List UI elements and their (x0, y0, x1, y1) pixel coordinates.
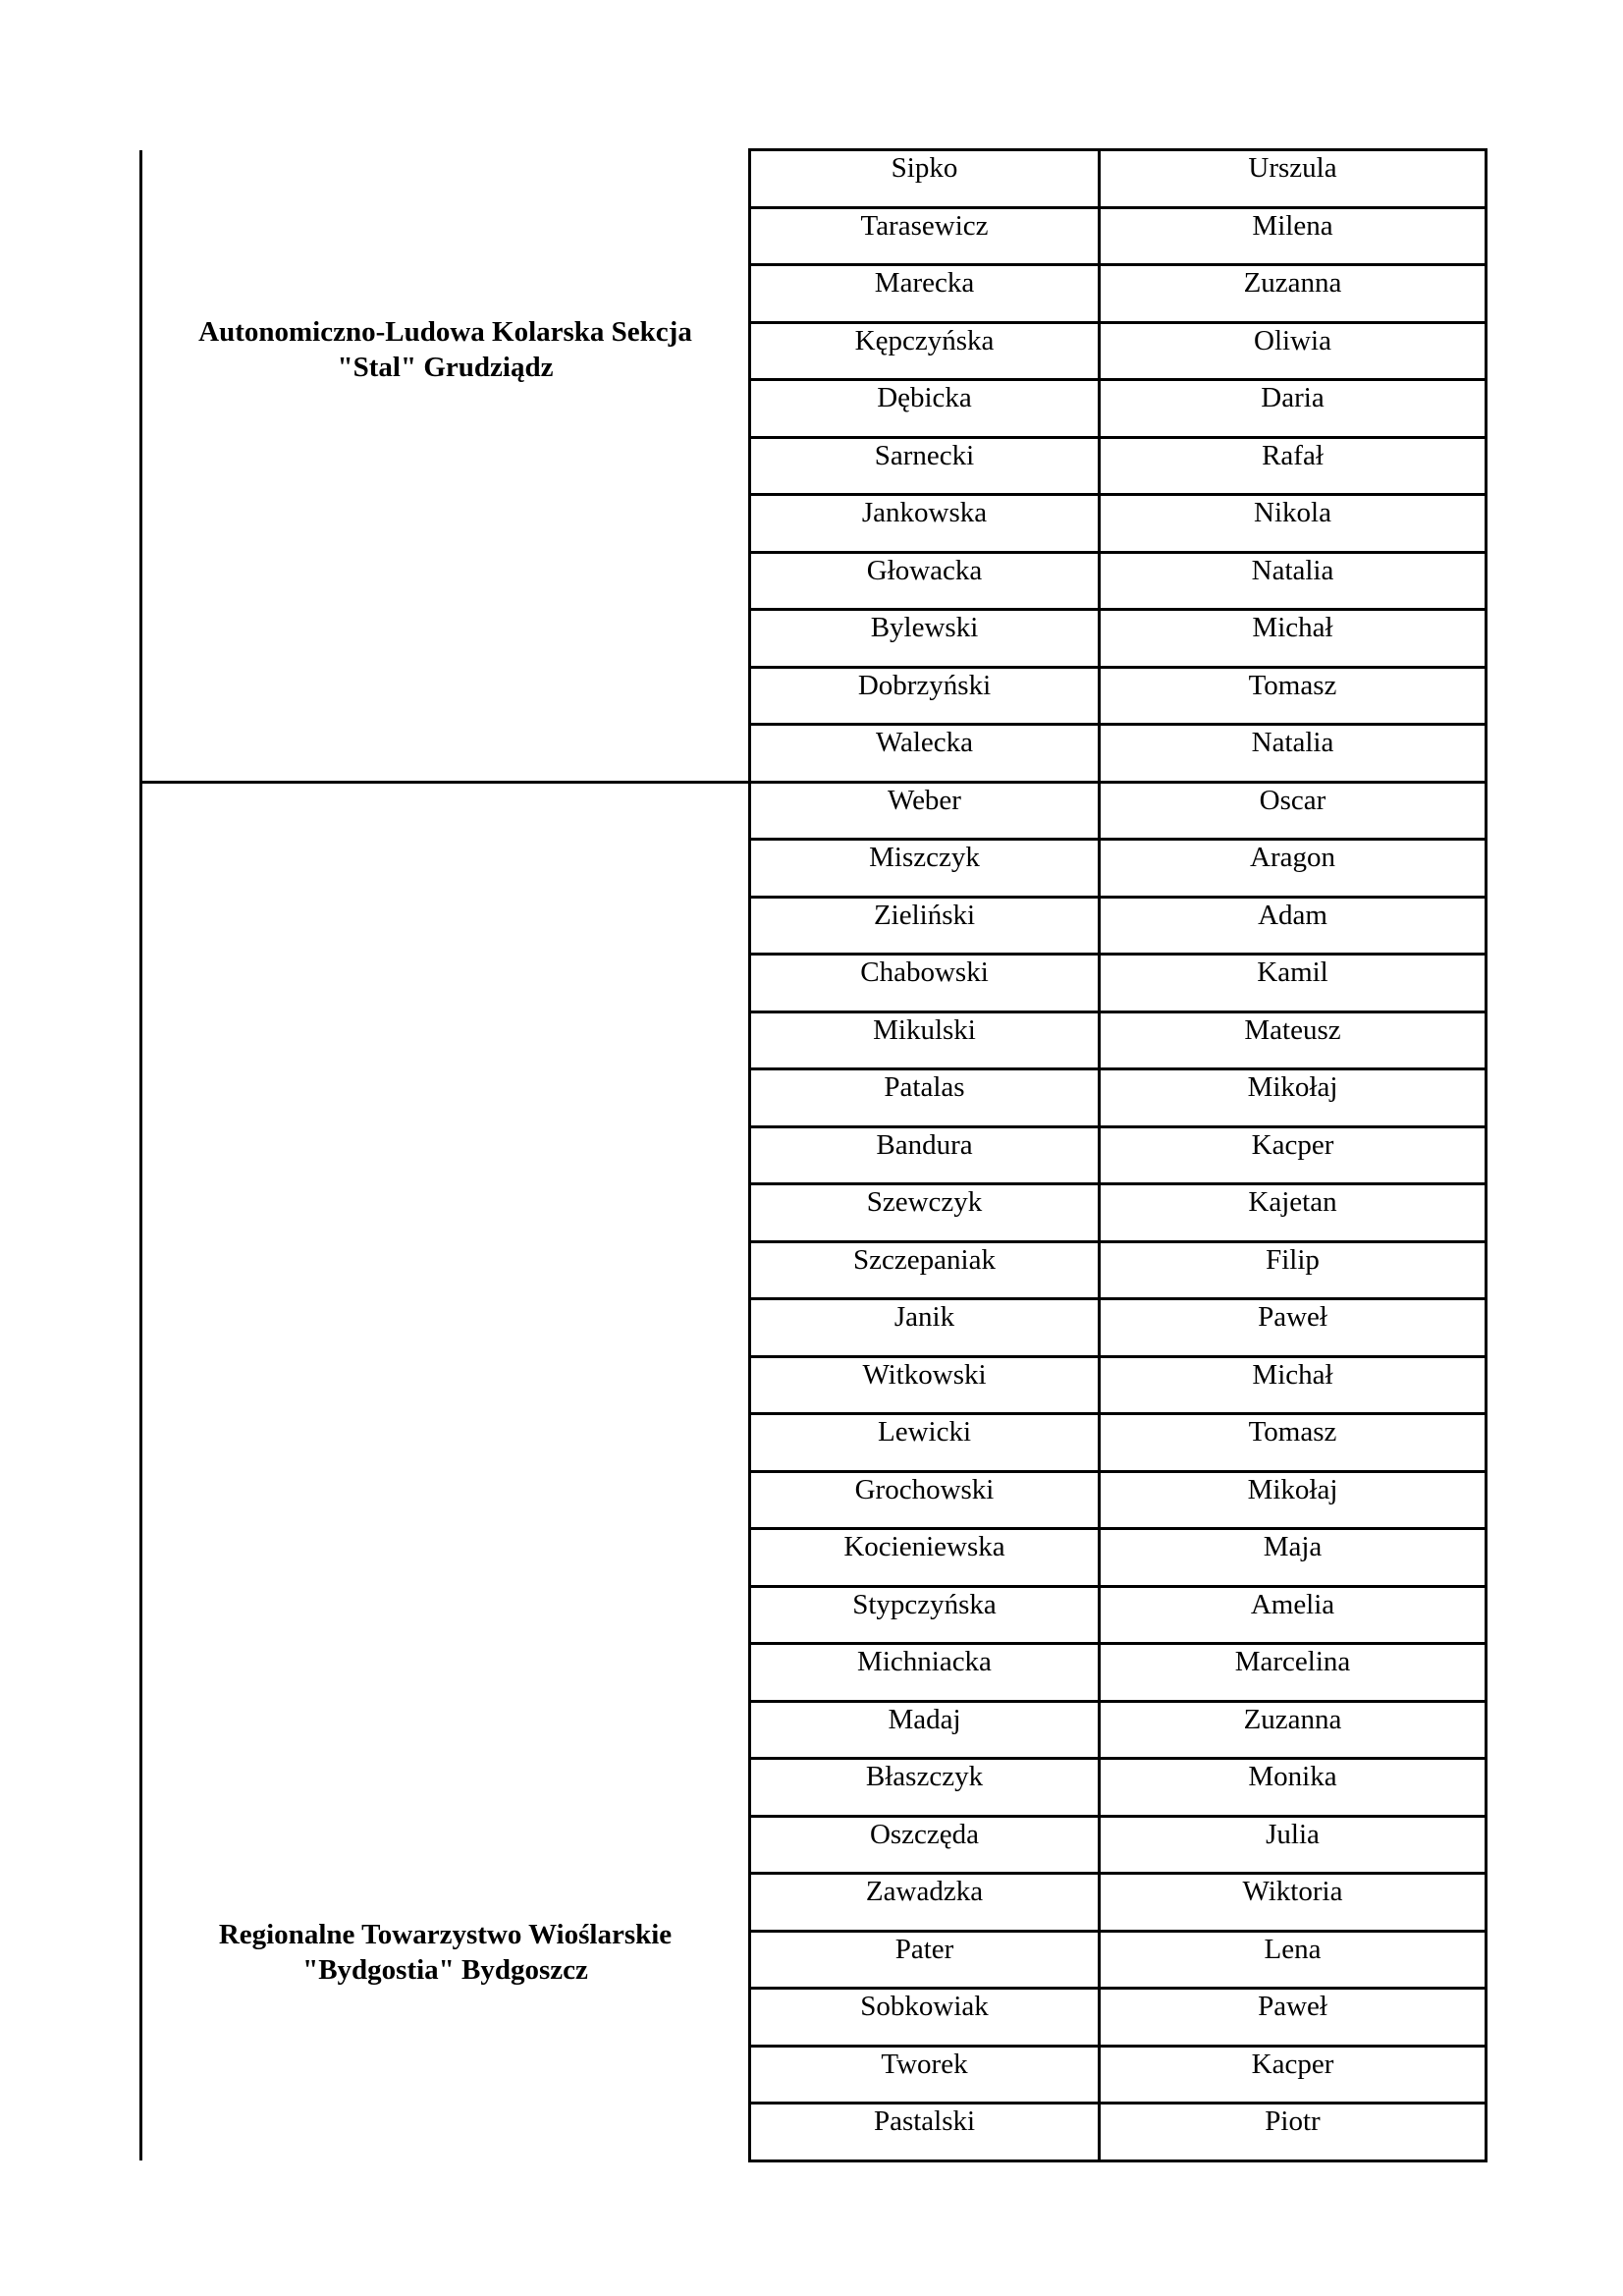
first-name-cell: Urszula (1100, 150, 1487, 208)
surname-cell: Pastalski (750, 2104, 1100, 2161)
first-name-cell: Oliwia (1100, 322, 1487, 380)
first-name-cell: Daria (1100, 380, 1487, 438)
first-name-cell: Nikola (1100, 495, 1487, 553)
surname-cell: Miszczyk (750, 840, 1100, 898)
surname-cell: Madaj (750, 1701, 1100, 1759)
table-body (141, 150, 1487, 2161)
club-name-cell (141, 782, 750, 2160)
first-name-cell: Tomasz (1100, 667, 1487, 725)
surname-cell: Patalas (750, 1069, 1100, 1127)
surname-cell: Oszczęda (750, 1816, 1100, 1874)
first-name-cell: Tomasz (1100, 1414, 1487, 1472)
first-name-cell: Oscar (1100, 782, 1487, 840)
club-name-line-1: Autonomiczno-Ludowa Kolarska Sekcja (198, 315, 692, 348)
surname-cell: Bandura (750, 1126, 1100, 1184)
first-name-cell: Kamil (1100, 955, 1487, 1012)
surname-cell: Michniacka (750, 1644, 1100, 1702)
surname-cell: Lewicki (750, 1414, 1100, 1472)
club-name-cell (141, 150, 750, 783)
surname-cell: Bylewski (750, 610, 1100, 668)
surname-cell: Mikulski (750, 1011, 1100, 1069)
surname-cell: Sipko (750, 150, 1100, 208)
club-name-line-2: "Stal" Grudziądz (337, 351, 554, 383)
first-name-cell: Mateusz (1100, 1011, 1487, 1069)
first-name-cell: Zuzanna (1100, 1701, 1487, 1759)
first-name-cell: Lena (1100, 1931, 1487, 1989)
first-name-cell: Natalia (1100, 725, 1487, 783)
first-name-cell: Filip (1100, 1241, 1487, 1299)
surname-cell: Błaszczyk (750, 1759, 1100, 1817)
first-name-cell: Michał (1100, 610, 1487, 668)
surname-cell: Marecka (750, 265, 1100, 323)
first-name-cell: Julia (1100, 1816, 1487, 1874)
first-name-cell: Rafał (1100, 437, 1487, 495)
surname-cell: Kępczyńska (750, 322, 1100, 380)
surname-cell: Janik (750, 1299, 1100, 1357)
first-name-cell: Mikołaj (1100, 1069, 1487, 1127)
surname-cell: Jankowska (750, 495, 1100, 553)
table-row (141, 150, 1487, 208)
first-name-cell: Monika (1100, 1759, 1487, 1817)
surname-cell: Dobrzyński (750, 667, 1100, 725)
surname-cell: Głowacka (750, 552, 1100, 610)
surname-cell: Kocieniewska (750, 1529, 1100, 1587)
surname-cell: Zieliński (750, 897, 1100, 955)
first-name-cell: Zuzanna (1100, 265, 1487, 323)
club-name (166, 314, 725, 385)
surname-cell: Zawadzka (750, 1874, 1100, 1932)
first-name-cell: Kajetan (1100, 1184, 1487, 1242)
first-name-cell: Paweł (1100, 1989, 1487, 2047)
first-name-cell: Natalia (1100, 552, 1487, 610)
surname-cell: Tarasewicz (750, 207, 1100, 265)
surname-cell: Weber (750, 782, 1100, 840)
surname-cell: Sobkowiak (750, 1989, 1100, 2047)
first-name-cell: Aragon (1100, 840, 1487, 898)
first-name-cell: Adam (1100, 897, 1487, 955)
table-row (141, 782, 1487, 840)
club-name (166, 1917, 725, 2160)
surname-cell: Stypczyńska (750, 1586, 1100, 1644)
first-name-cell: Piotr (1100, 2104, 1487, 2161)
surname-cell: Dębicka (750, 380, 1100, 438)
surname-cell: Tworek (750, 2046, 1100, 2104)
first-name-cell: Kacper (1100, 2046, 1487, 2104)
surname-cell: Chabowski (750, 955, 1100, 1012)
first-name-cell: Maja (1100, 1529, 1487, 1587)
surname-cell: Witkowski (750, 1356, 1100, 1414)
first-name-cell: Milena (1100, 207, 1487, 265)
surname-cell: Pater (750, 1931, 1100, 1989)
first-name-cell: Amelia (1100, 1586, 1487, 1644)
first-name-cell: Kacper (1100, 1126, 1487, 1184)
first-name-cell: Wiktoria (1100, 1874, 1487, 1932)
club-name-line-2: "Bydgostia" Bydgoszcz (302, 1954, 588, 1986)
surname-cell: Walecka (750, 725, 1100, 783)
club-members-table (139, 148, 1488, 2162)
first-name-cell: Mikołaj (1100, 1471, 1487, 1529)
surname-cell: Szczepaniak (750, 1241, 1100, 1299)
surname-cell: Szewczyk (750, 1184, 1100, 1242)
surname-cell: Sarnecki (750, 437, 1100, 495)
first-name-cell: Michał (1100, 1356, 1487, 1414)
first-name-cell: Paweł (1100, 1299, 1487, 1357)
surname-cell: Grochowski (750, 1471, 1100, 1529)
club-name-line-1: Regionalne Towarzystwo Wioślarskie (218, 1919, 673, 1950)
first-name-cell: Marcelina (1100, 1644, 1487, 1702)
